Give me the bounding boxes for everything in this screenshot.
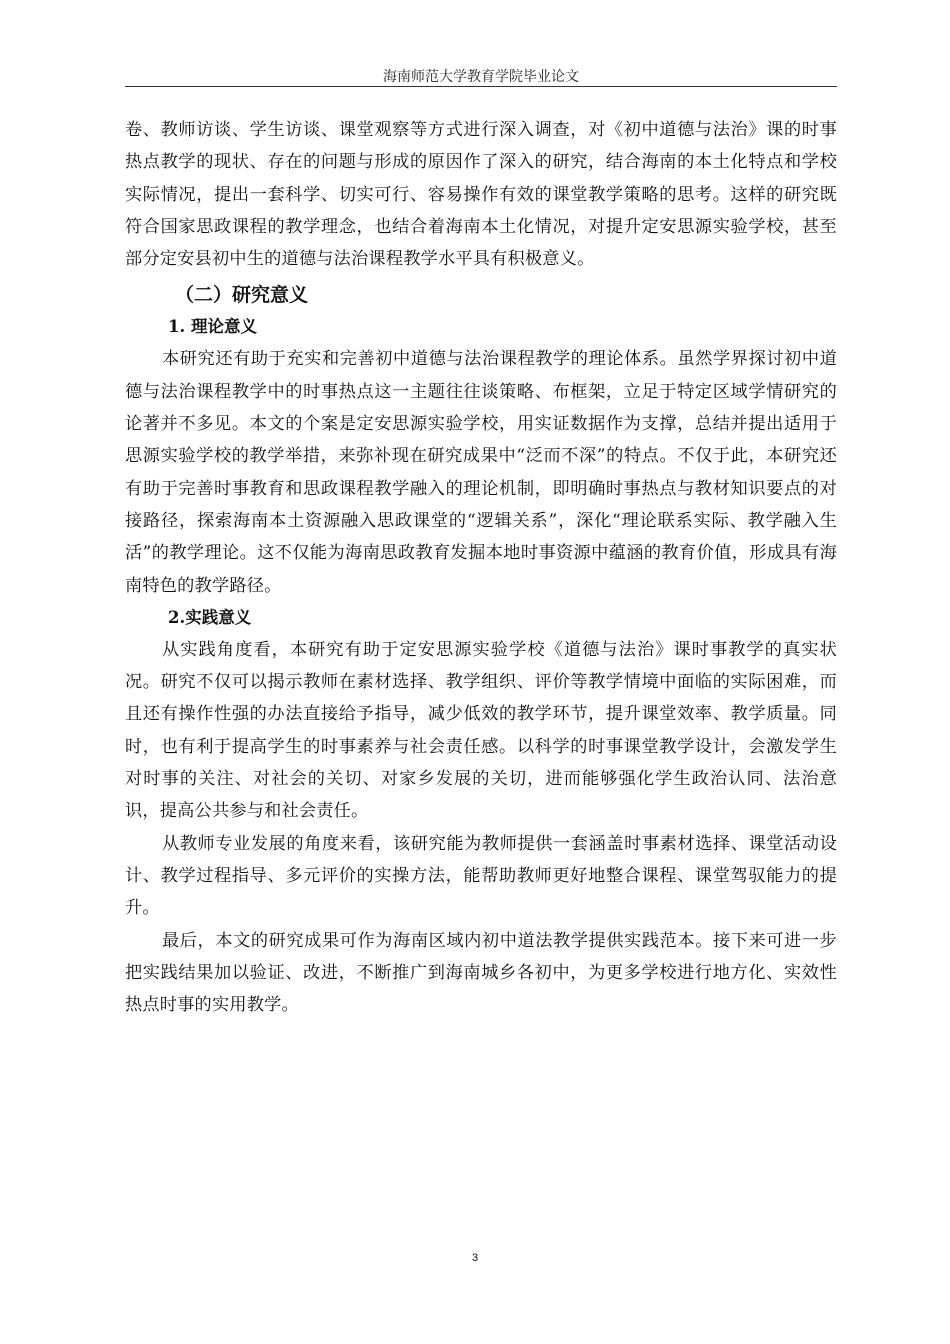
header-divider [125,86,837,87]
paragraph-continued: 卷、教师访谈、学生访谈、课堂观察等方式进行深入调查，对《初中道德与法治》课的时事热点教学的现状、存在的问题与形成的原因作了深入的研究，结合海南的本土化特点和学校实际情况，提出一套科学、切实可行、容易操作有效的课堂教学策略的思考。这样的研究既符合国家思政课程的教学理念，也结合着海南本土化情况，对提升定安思源实验学校，甚至部分定安县初中生的道德与法治课程教学水平具有积极意义。 [125,120,837,270]
running-header: 海南师范大学教育学院毕业论文 [383,69,579,85]
page-number: 3 [471,1252,479,1264]
paragraph-practice: 从实践角度看，本研究有助于定安思源实验学校《道德与法治》课时事教学的真实状况。研究不仅可以揭示教师在素材选择、教学组织、评价等教学情境中面临的实际困难，而且还有操作性强的办法直接给予指导，减少低效的教学环节，提升课堂效率、教学质量。同时，也有利于提高学生的时事素养与社会责任感。以科学的时事课堂教学设计，会激发学生对时事的关注、对社会的关切、对家乡发展的关切，进而能够强化学生政治认同、法治意识，提高公共参与和社会责任。 [125,639,837,822]
subsection-heading-theory: 1. 理论意义 [168,317,257,337]
page-body [125,114,837,1021]
section-heading: （二）研究意义 [175,284,309,307]
paragraph-teacher-development: 从教师专业发展的角度来看，该研究能为教师提供一套涵盖时事素材选择、课堂活动设计、教学过程指导、多元评价的实操方法，能帮助教师更好地整合课程、课堂驾驭能力的提升。 [125,833,837,919]
paragraph-conclusion: 最后，本文的研究成果可作为海南区域内初中道法教学提供实践范本。接下来可进一步把实践结果加以验证、改进，不断推广到海南城乡各初中，为更多学校进行地方化、实效性热点时事的实用教学。 [125,930,837,1016]
paragraph-theory: 本研究还有助于充实和完善初中道德与法治课程教学的理论体系。虽然学界探讨初中道德与法治课程教学中的时事热点这一主题往往谈策略、布框架，立足于特定区域学情研究的论著并不多见。本文的个案是定安思源实验学校，用实证数据作为支撑，总结并提出适用于思源实验学校的教学举措，来弥补现在研究成果中“泛而不深”的特点。不仅于此，本研究还有助于完善时事教育和思政课程教学融入的理论机制，即明确时事热点与教材知识要点的对接路径，探索海南本土资源融入思政课堂的“逻辑关系”，深化“理论联系实际、教学融入生活”的教学理论。这不仅能为海南思政教育发掘本地时事资源中蕴涵的教育价值，形成具有海南特色的教学路径。 [125,349,837,596]
subsection-heading-practice: 2.实践意义 [168,607,252,627]
